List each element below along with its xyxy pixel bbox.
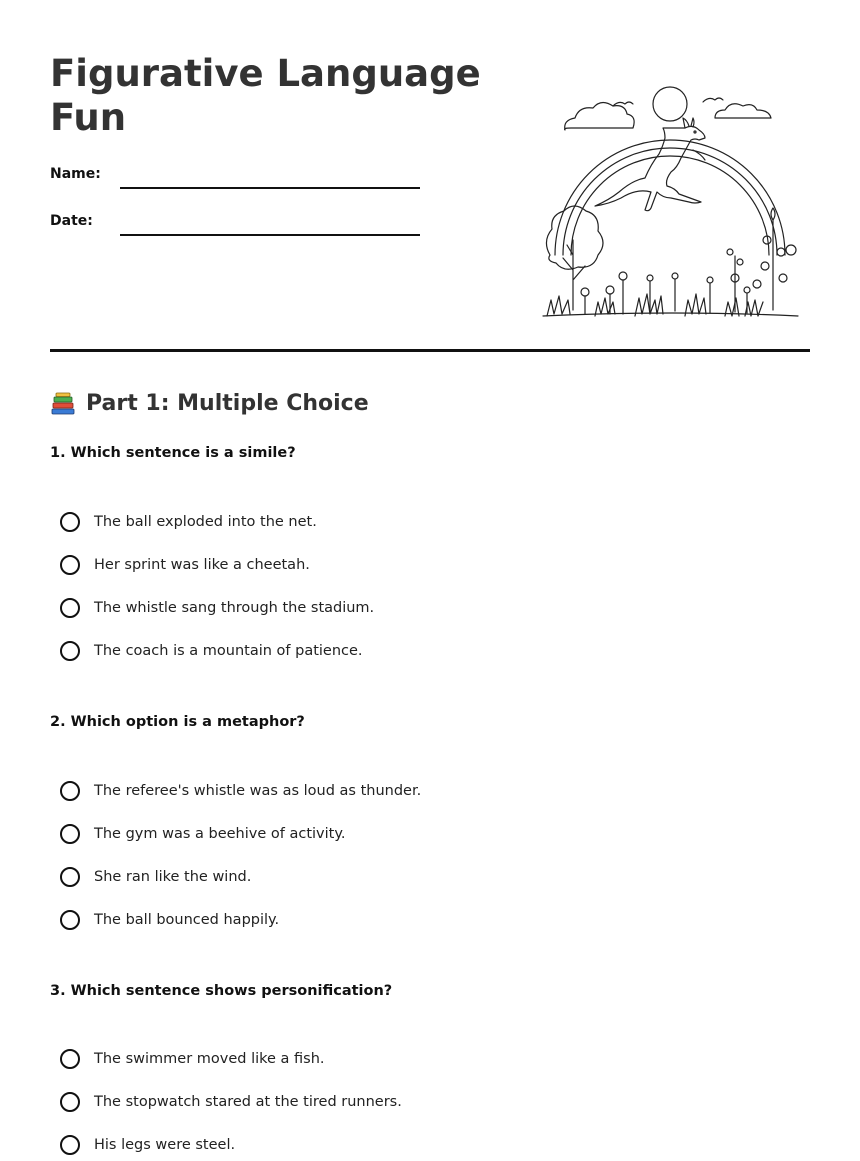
cloud-icon xyxy=(715,104,771,118)
sun-icon xyxy=(653,87,687,121)
radio-button[interactable] xyxy=(60,781,80,801)
question-3-option-c[interactable] xyxy=(60,1132,235,1158)
radio-button[interactable] xyxy=(60,867,80,887)
kangaroo-icon xyxy=(595,118,705,211)
question-2-option-b[interactable] xyxy=(60,821,345,847)
date-label: Date: xyxy=(50,213,93,229)
question-1-option-b[interactable] xyxy=(60,552,310,578)
option-text: The gym was a beehive of activity. xyxy=(94,826,346,842)
part1-title xyxy=(50,388,369,420)
date-input-line[interactable] xyxy=(120,234,420,236)
radio-button[interactable] xyxy=(60,641,80,661)
books-icon xyxy=(50,391,76,417)
option-text: The ball bounced happily. xyxy=(94,912,280,928)
option-text: His legs were steel. xyxy=(94,1137,236,1153)
option-text: The swimmer moved like a fish. xyxy=(94,1051,325,1067)
name-input-line[interactable] xyxy=(120,187,420,189)
flower-icon xyxy=(753,208,796,310)
tree-icon xyxy=(546,206,603,310)
question-3-option-a[interactable] xyxy=(60,1046,325,1072)
radio-button[interactable] xyxy=(60,824,80,844)
option-text: Her sprint was like a cheetah. xyxy=(94,557,310,573)
radio-button[interactable] xyxy=(60,598,80,618)
name-label: Name: xyxy=(50,166,101,182)
question-2-option-c[interactable] xyxy=(60,864,251,890)
option-text: The ball exploded into the net. xyxy=(94,514,317,530)
radio-button[interactable] xyxy=(60,512,80,532)
question-1-option-d[interactable] xyxy=(60,638,363,664)
radio-button[interactable] xyxy=(60,1135,80,1155)
question-1-prompt: 1. Which sentence is a simile? xyxy=(50,445,296,461)
question-2-prompt: 2. Which option is a metaphor? xyxy=(50,714,305,730)
radio-button[interactable] xyxy=(60,555,80,575)
option-text: She ran like the wind. xyxy=(94,869,252,885)
radio-button[interactable] xyxy=(60,1092,80,1112)
question-1-option-c[interactable] xyxy=(60,595,374,621)
option-text: The coach is a mountain of patience. xyxy=(94,643,363,659)
question-1-option-a[interactable] xyxy=(60,509,317,535)
option-text: The whistle sang through the stadium. xyxy=(94,600,375,616)
question-3-prompt: 3. Which sentence shows personification? xyxy=(50,983,393,999)
question-2-option-a[interactable] xyxy=(60,778,421,804)
kangaroo-rainbow-illustration xyxy=(535,80,805,325)
radio-button[interactable] xyxy=(60,910,80,930)
question-3-option-b[interactable] xyxy=(60,1089,402,1115)
part1-title-text: Part 1: Multiple Choice xyxy=(86,391,369,416)
page-title: Figurative Language Fun xyxy=(50,52,481,139)
radio-button[interactable] xyxy=(60,1049,80,1069)
cloud-icon xyxy=(565,102,635,130)
option-text: The referee's whistle was as loud as thunder. xyxy=(94,783,422,799)
question-2-option-d[interactable] xyxy=(60,907,279,933)
header-divider xyxy=(50,349,810,352)
option-text: The stopwatch stared at the tired runners. xyxy=(94,1094,402,1110)
